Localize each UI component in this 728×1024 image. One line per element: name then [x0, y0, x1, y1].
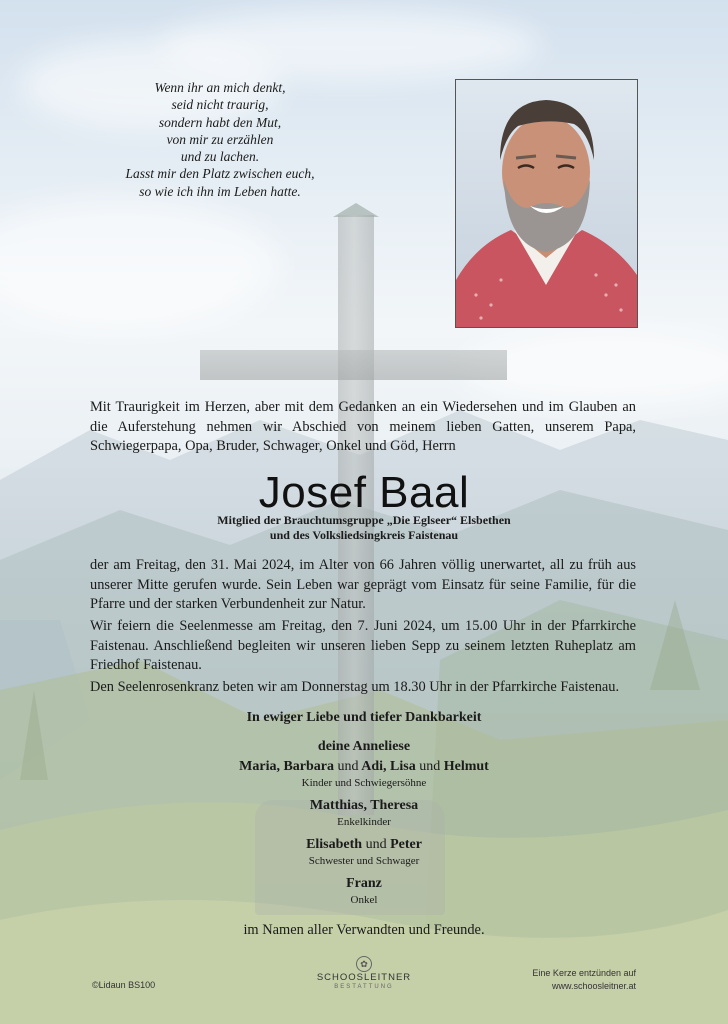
quote-line: von mir zu erzählen [166, 131, 274, 147]
obituary-paragraph: der am Freitag, den 31. Mai 2024, im Alter von 66 Jahren völlig unerwartet, all zu früh aus unserer Mitte gerufen wurde. Sein Leben war geprägt vom Einsatz für seine Familie, für die Pfarre und der starken Verbundenheit zur Natur. [90, 557, 636, 612]
children-names [0, 759, 728, 775]
conjunction: und [365, 837, 387, 852]
brand-subtitle: BESTATTUNG [334, 984, 394, 990]
closing-line: In ewiger Liebe und tiefer Dankbarkeit [246, 710, 482, 725]
quote-line: Lasst mir den Platz zwischen euch, [125, 166, 315, 182]
uncle-name: Franz [346, 876, 382, 891]
grandchildren-names: Matthias, Theresa [309, 798, 419, 813]
family-name: Helmut [443, 759, 489, 774]
family-name: Peter [390, 837, 422, 852]
membership-line: und des Volksliedsingkreis Faistenau [269, 528, 459, 542]
quote-line: und zu lachen. [180, 149, 260, 165]
portrait-photo [455, 79, 638, 328]
siblings-names [0, 837, 728, 853]
intro-text: Mit Traurigkeit im Herzen, aber mit dem Gedanken an ein Wiedersehen und im Glauben an die Auferstehung nehmen wir Abschied von meinem lieben Gatten, unserem Papa, Schwiegerpapa, Opa, Bruder, Schwager, Onkel und Göd, Herrn [90, 399, 636, 454]
relation-label: Schwester und Schwager [308, 855, 420, 867]
family-name: Adi, Lisa [361, 759, 416, 774]
membership-line: Mitglied der Brauchtumsgruppe „Die Eglseer“ Elsbethen [217, 513, 511, 527]
memorial-quote [100, 79, 340, 200]
relation-label: Enkelkinder [337, 816, 391, 828]
quote-line: so wie ich ihn im Leben hatte. [139, 183, 301, 199]
brand-logo-icon: ✿ [356, 956, 372, 972]
brand-name: SCHOOSLEITNER [316, 972, 412, 983]
spouse-name: deine Anneliese [317, 739, 411, 754]
deceased-name: Josef Baal [258, 468, 470, 517]
rosary-paragraph: Den Seelenrosenkranz beten wir am Donnerstag um 18.30 Uhr in der Pfarrkirche Faistenau. [90, 679, 620, 695]
relation-label: Kinder und Schwiegersöhne [301, 777, 427, 789]
quote-line: Wenn ihr an mich denkt, [154, 80, 286, 95]
candle-text: Eine Kerze entzünden auf [532, 968, 636, 978]
quote-line: seid nicht traurig, [171, 97, 269, 113]
conjunction: und [419, 759, 441, 774]
conjunction: und [337, 759, 359, 774]
family-name: Maria, Barbara [239, 759, 335, 774]
quote-line: sondern habt den Mut, [158, 114, 282, 130]
family-name: Elisabeth [306, 837, 363, 852]
copyright-text: ©Lidaun BS100 [92, 980, 156, 990]
website-link[interactable]: www.schoosleitner.at [551, 981, 636, 991]
service-paragraph: Wir feiern die Seelenmesse am Freitag, den 7. Juni 2024, um 15.00 Uhr in der Pfarrkirche Faistenau. Anschließend begleiten wir unseren lieben Sepp zu seinem letzten Ruheplatz am Friedhof Faistenau. [90, 618, 636, 673]
final-line: im Namen aller Verwandten und Freunde. [243, 922, 485, 938]
relation-label: Onkel [350, 894, 378, 906]
